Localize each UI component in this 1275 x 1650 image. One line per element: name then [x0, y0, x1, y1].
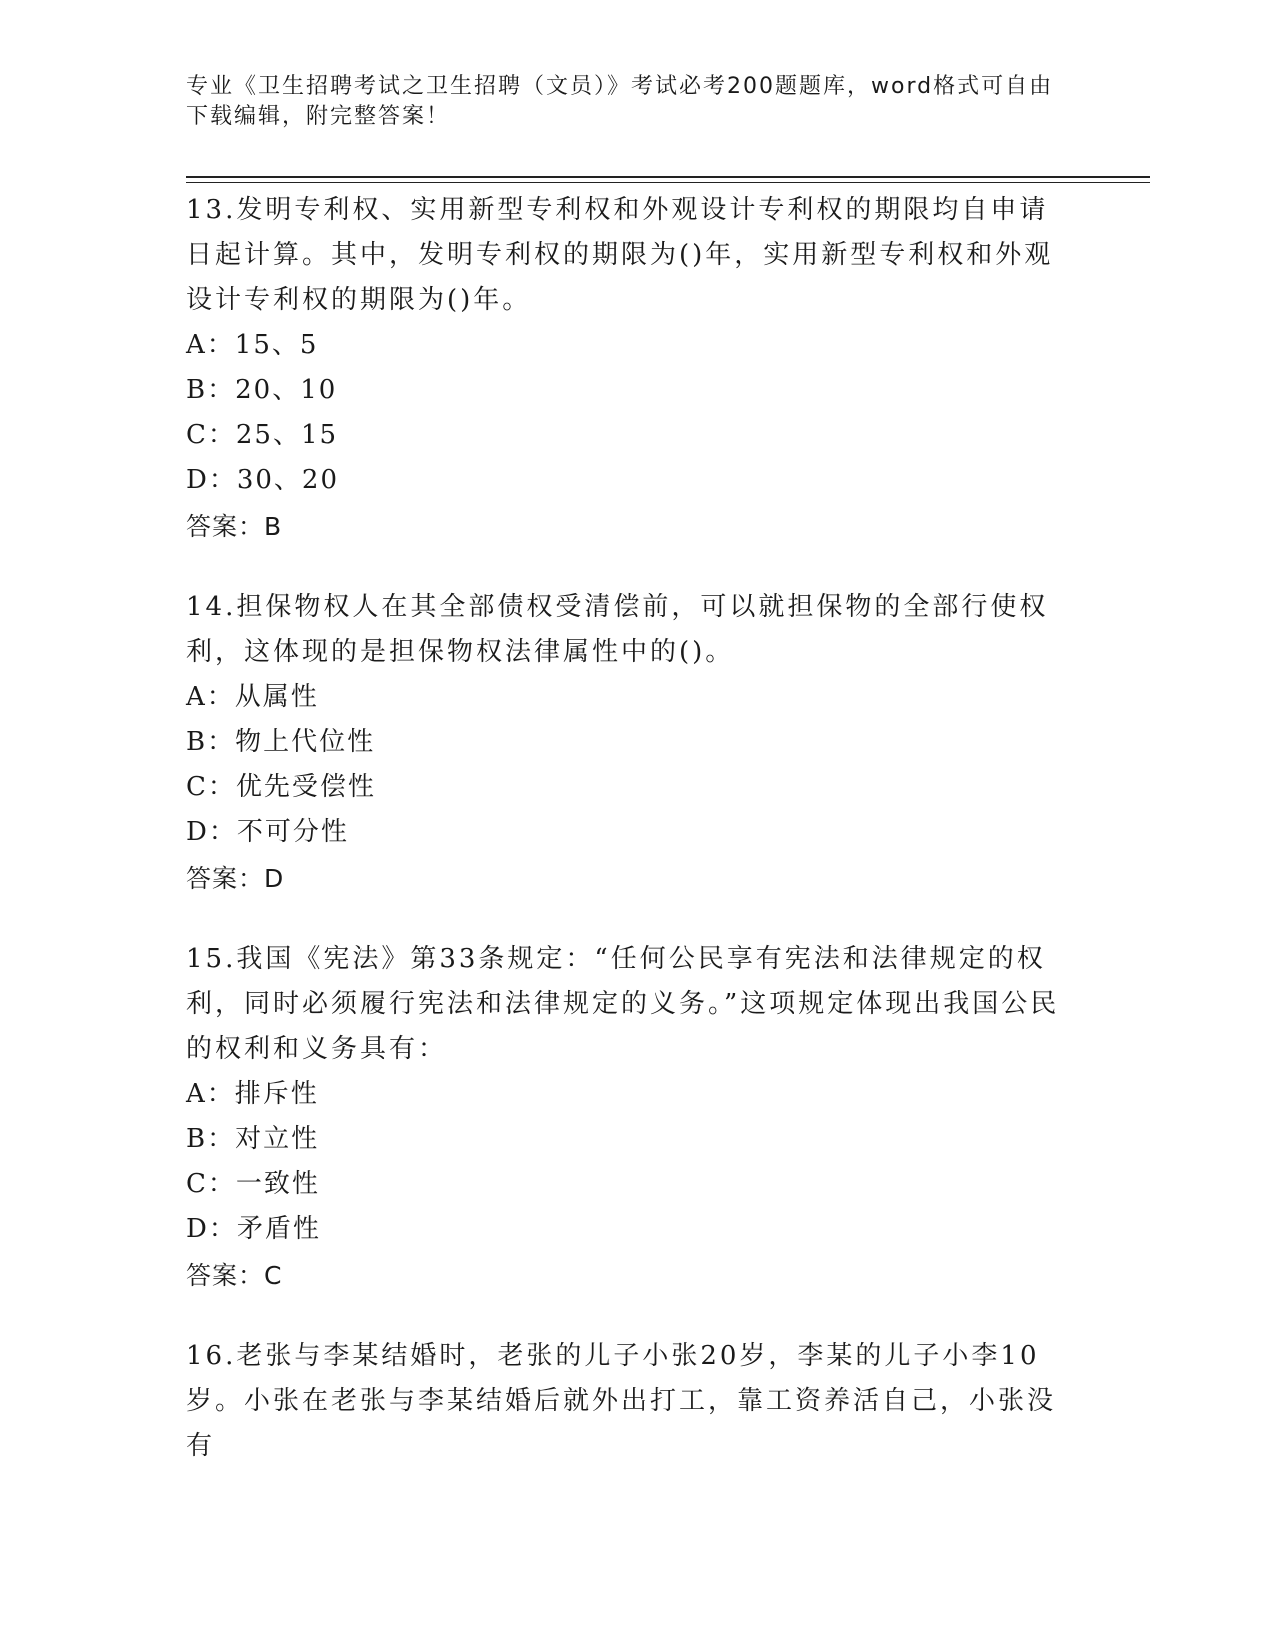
- question-stem: 15.我国《宪法》第33条规定：“任何公民享有宪法和法律规定的权利，同时必须履行宪法和法律规定的义务。”这项规定体现出我国公民的权利和义务具有：: [186, 944, 1060, 1064]
- question-14: [186, 585, 1076, 903]
- question-13: [186, 188, 1076, 551]
- question-15: [186, 937, 1076, 1300]
- question-stem: 13.发明专利权、实用新型专利权和外观设计专利权的期限均自申请日起计算。其中，发明专利权的期限为()年，实用新型专利权和外观设计专利权的期限为()年。: [186, 195, 1054, 315]
- option-b: B：物上代位性: [186, 727, 376, 757]
- answer-line: 答案：D: [186, 864, 285, 893]
- answer-line: 答案：B: [186, 512, 283, 541]
- answer-line: 答案：C: [186, 1261, 283, 1290]
- option-c: C：25、15: [186, 420, 339, 450]
- question-list: [186, 188, 1076, 1503]
- header-rule-thin: [186, 182, 1150, 183]
- question-16: [186, 1334, 1076, 1469]
- option-d: D：矛盾性: [186, 1214, 321, 1244]
- question-stem: 16.老张与李某结婚时，老张的儿子小张20岁，李某的儿子小李10岁。小张在老张与李某结婚后就外出打工，靠工资养活自己，小张没有: [186, 1341, 1057, 1461]
- option-c: C：一致性: [186, 1169, 320, 1199]
- option-d: D：30、20: [186, 465, 340, 495]
- header-rule-thick: [186, 176, 1150, 178]
- option-a: A：从属性: [186, 682, 319, 712]
- option-b: B：对立性: [186, 1124, 320, 1154]
- option-a: A：排斥性: [186, 1079, 319, 1109]
- question-stem: 14.担保物权人在其全部债权受清偿前，可以就担保物的全部行使权利，这体现的是担保物权法律属性中的()。: [186, 592, 1049, 667]
- option-b: B：20、10: [186, 375, 338, 405]
- option-a: A：15、5: [186, 330, 319, 360]
- document-header: 专业《卫生招聘考试之卫生招聘（文员）》考试必考200题题库，word格式可自由下载编辑，附完整答案！: [186, 74, 1054, 129]
- option-d: D：不可分性: [186, 817, 349, 847]
- option-c: C：优先受偿性: [186, 772, 376, 802]
